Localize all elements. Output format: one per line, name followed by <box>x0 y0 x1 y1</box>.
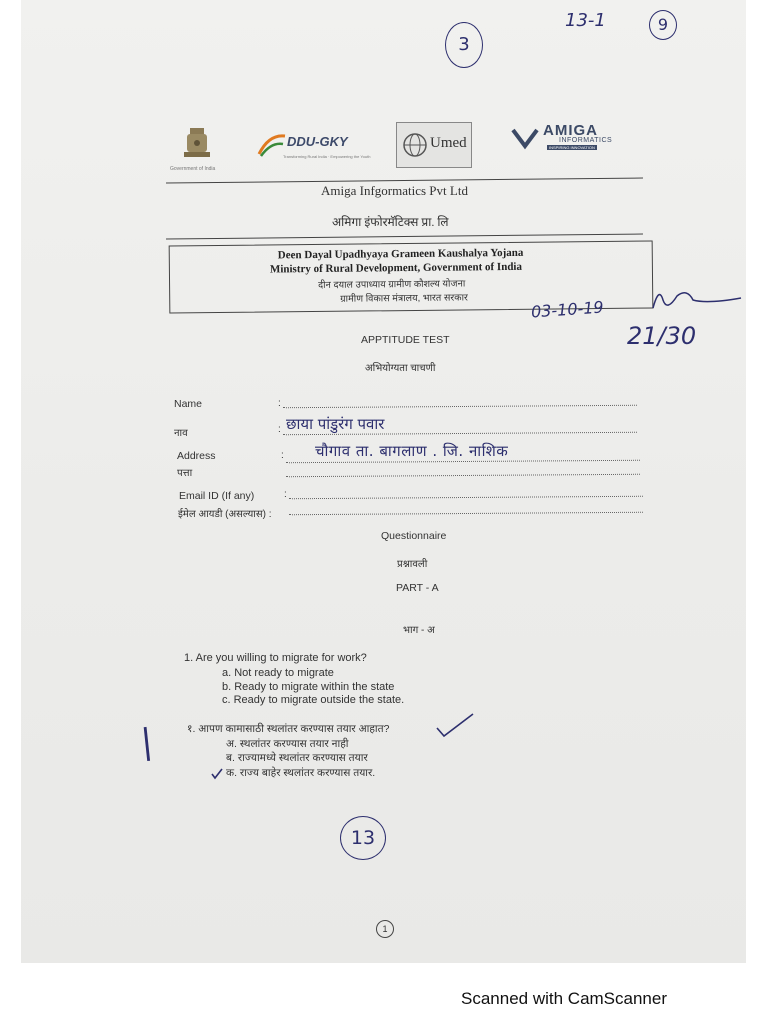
question-1-option-c-en: c. Ready to migrate outside the state. <box>222 694 405 706</box>
umed-name: Umed <box>430 135 467 151</box>
emblem-caption: Government of India <box>170 166 216 172</box>
umed-globe-icon <box>402 132 428 158</box>
name-colon: : <box>278 398 281 409</box>
email-colon: : <box>284 489 287 500</box>
answer-checkmark-icon <box>210 767 224 781</box>
name-label: Name <box>174 398 203 410</box>
question-1-option-b-mr: ब. राज्यामध्ये स्थलांतर करण्यास तयार <box>226 752 368 764</box>
address-value: चौगाव ता. बागलाण . जि. नाशिक <box>315 442 509 460</box>
circled-mark-text: 3 <box>458 34 470 55</box>
question-1-mr: १. आपण कामासाठी स्थलांतर करण्यास तयार आहात? <box>187 723 390 735</box>
address-colon: : <box>281 450 284 461</box>
name-value: छाया पांडुरंग पवार <box>286 415 385 433</box>
umed-logo <box>396 122 472 168</box>
ddu-gky-tagline: Transforming Rural India · Empowering the Youth <box>283 154 371 159</box>
questionnaire-title-en: Questionnaire <box>381 530 447 542</box>
part-en: PART - A <box>396 582 439 594</box>
scheme-ministry-mr: ग्रामीण विकास मंत्रालय, भारत सरकार <box>340 292 468 305</box>
scheme-name-en: Deen Dayal Upadhyaya Grameen Kaushalya Yojana <box>277 246 524 262</box>
question-1-en: 1. Are you willing to migrate for work? <box>184 652 367 664</box>
scanned-paper <box>21 0 746 963</box>
name-line <box>283 405 637 408</box>
email-line-2 <box>289 512 643 515</box>
header-rule-bottom <box>166 234 643 240</box>
amiga-chevron-icon <box>511 126 543 150</box>
circled-bottom-text: 13 <box>350 827 376 849</box>
handwritten-score: 21/30 <box>627 322 697 350</box>
scheme-ministry-en: Ministry of Rural Development, Government of India <box>269 260 523 276</box>
email-label: Email ID (If any) <box>179 490 255 502</box>
page-number-text: 1 <box>382 924 388 934</box>
amiga-sub: INFORMATICS <box>559 137 613 144</box>
name-label-mr: नाव <box>174 428 188 439</box>
questionnaire-title-mr: प्रश्नावली <box>397 559 428 570</box>
ddu-gky-name: DDU-GKY <box>287 134 348 149</box>
circled-bottom <box>340 816 386 860</box>
question-1-option-b-en: b. Ready to migrate within the state <box>222 681 395 693</box>
india-emblem-logo <box>172 124 222 176</box>
question-1-option-c-mr: क. राज्य बाहेर स्थलांतर करण्यास तयार. <box>226 767 376 779</box>
camscanner-note: Scanned with CamScanner <box>461 989 668 1008</box>
name-colon-mr: : <box>278 424 281 435</box>
company-name-en: Amiga Infgormatics Pvt Ltd <box>321 183 468 198</box>
page-number <box>376 920 394 938</box>
question-1-option-a-en: a. Not ready to migrate <box>222 667 334 679</box>
ddu-gky-logo <box>257 128 371 168</box>
address-label-mr: पत्ता <box>177 468 193 479</box>
email-label-mr: ईमेल आयडी (असल्यास) : <box>178 509 272 520</box>
circled-mark <box>445 22 483 68</box>
amiga-tag: INSPIRING INNOVATION <box>549 145 595 150</box>
amiga-brand: AMIGA <box>543 122 598 139</box>
handwritten-code: 13-1 <box>565 10 606 31</box>
part-mr: भाग - अ <box>403 625 435 636</box>
test-title-mr: अभियोग्यता चाचणी <box>365 363 436 374</box>
left-tally-mark: | <box>138 721 155 763</box>
handwritten-date: 03-10-19 <box>530 297 605 322</box>
test-title-en: APPTITUDE TEST <box>361 334 450 346</box>
circled-nine <box>649 10 677 40</box>
email-line <box>289 496 643 499</box>
address-line-2 <box>286 474 640 477</box>
amiga-logo <box>511 122 621 154</box>
question-1-option-a-mr: अ. स्थलांतर करण्यास तयार नाही <box>226 738 349 750</box>
grader-checkmark-icon <box>435 712 475 738</box>
address-label: Address <box>177 450 216 462</box>
scheme-name-mr: दीन दयाल उपाध्याय ग्रामीण कौशल्य योजना <box>318 278 466 291</box>
signature-scribble-icon <box>647 282 746 318</box>
circled-nine-text: 9 <box>657 15 669 34</box>
company-name-mr: अमिगा इंफोरमॅटिक्स प्रा. लि <box>332 215 449 229</box>
